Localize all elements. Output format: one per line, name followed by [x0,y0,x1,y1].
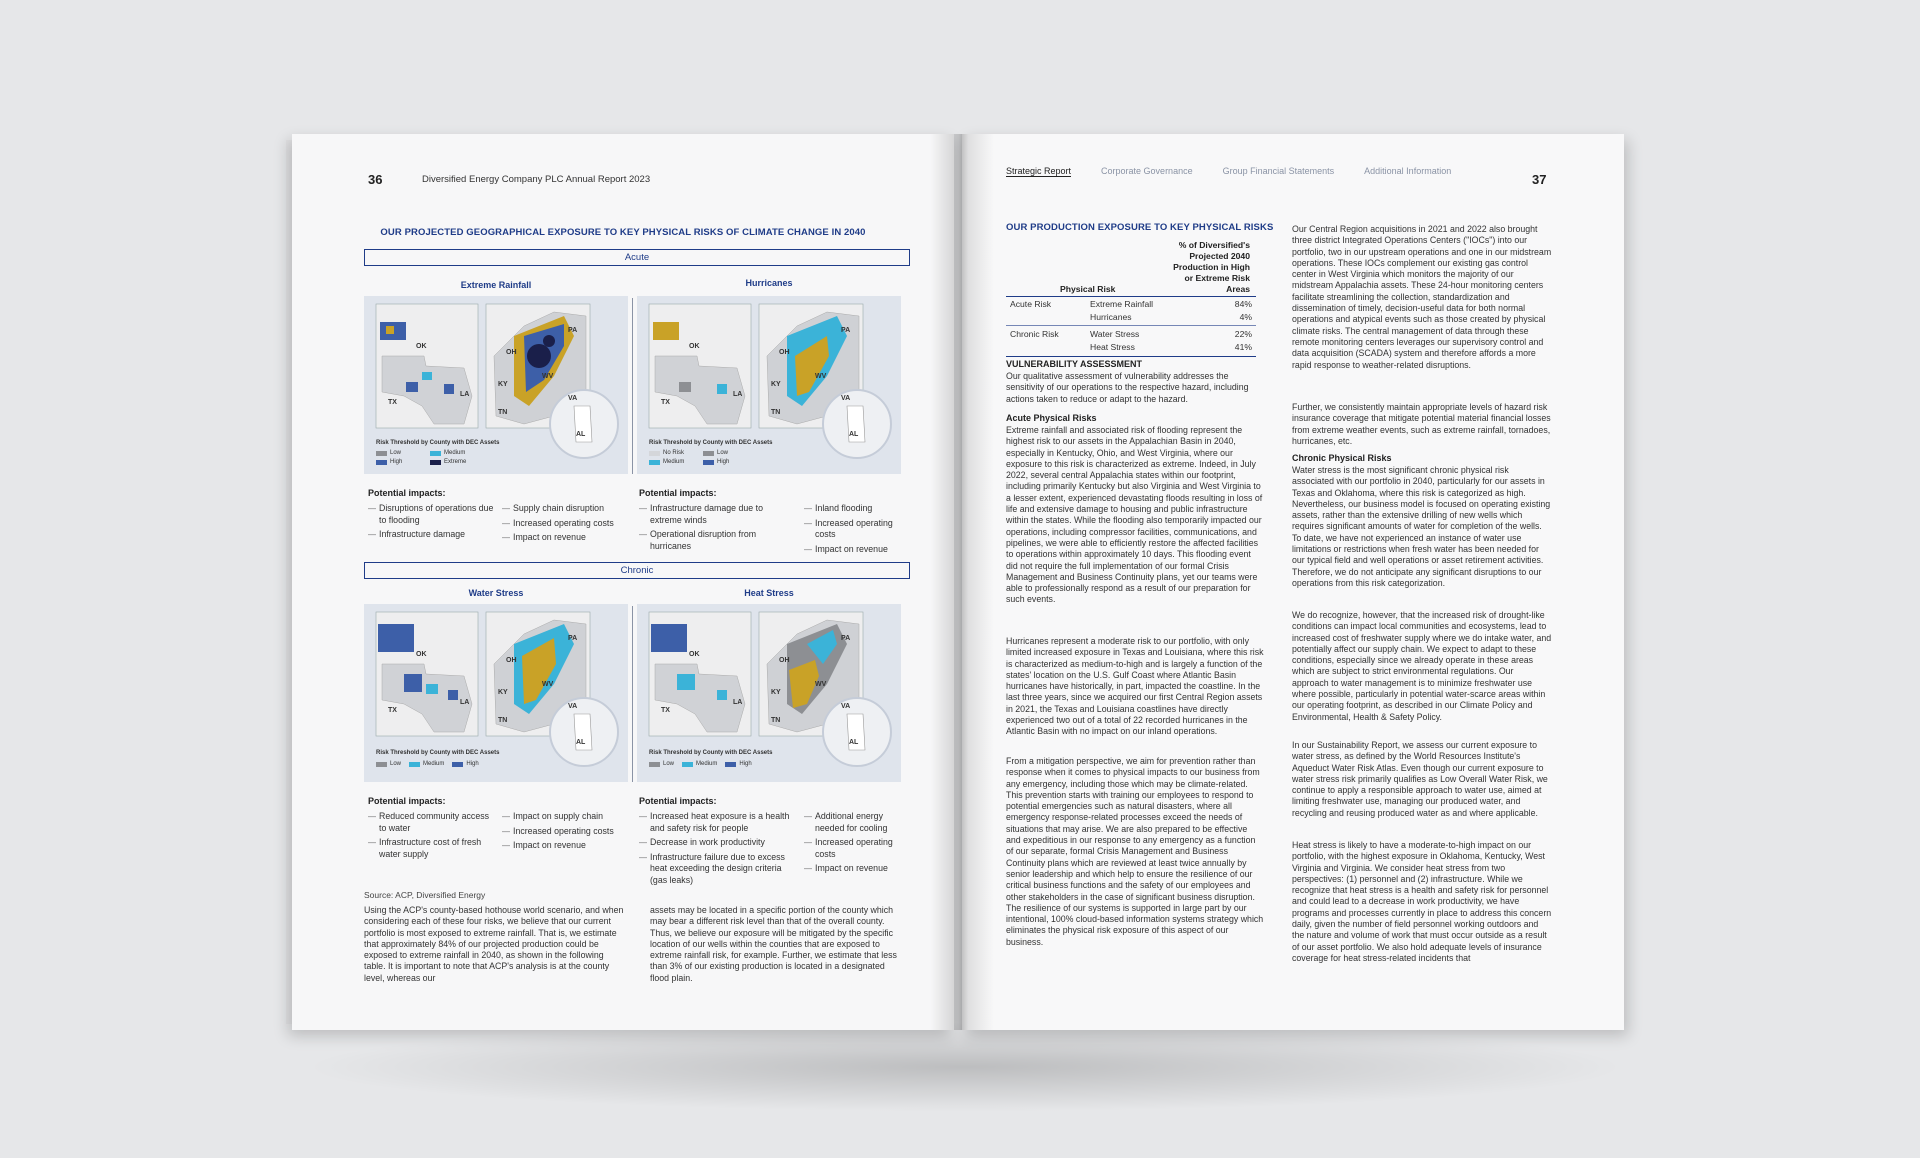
impact-item: — Increased operating costs [804,518,904,541]
state-label-oh: OH [506,657,517,664]
state-label-pa: PA [568,635,578,642]
state-label-tx: TX [661,399,670,406]
vulnerability-heading: VULNERABILITY ASSESSMENT [1006,359,1143,369]
table-row: Acute Risk Extreme Rainfall 84% [1010,298,1252,309]
state-label-oh: OH [779,349,790,356]
legend-item: High [376,459,430,465]
col2-p4: We do recognize, however, that the increased risk of drought-like conditions can impact local communities and ecosystems, lead to increased cost of freshwater supply where we do intake water, and potentially affect our supply chain. We expect to adapt to these conditions, especially since we already operate in these areas which are subject to strict environmental regulations. Our approach to water management is to minimize freshwater use where possible, particularly in potential water-scarce areas within our operating footprint, as described in our Climate Policy and Environmental, Health & Safety Policy. [1292,610,1552,722]
impacts-list [502,503,632,547]
legend [376,761,479,767]
state-label-ky: KY [771,689,781,696]
impacts-list [639,811,799,889]
state-label-la: LA [460,699,470,706]
acute-p3: From a mitigation perspective, we aim for prevention rather than response when it comes to physical impacts to our business from any emergency, including those which may be climate-related. This prevention starts with training our employees to respond to potential emergencies such as natural disasters, where all emergency response-related processes exceed the needs of situations that may arise. We are also prepared to be effective and expeditious in our response to any emergency as a function of our separate, formal Crisis Management and Business Continuity plans which are reviewed at least twice annually by senior leadership and which help to ensure the resilience of our critical business functions and the safety of our employees and other stakeholders in the case of significant business disruption. The resilience of our systems is supported in large part by our intentional, 100% cloud-based information systems strategy which eliminates the physical risk exposure of this aspect of our business. [1006,756,1264,947]
impact-item: — Increased heat exposure is a health and safety risk for people [639,811,799,834]
nav-corporate-governance[interactable]: Corporate Governance [1101,166,1193,176]
divider [632,298,633,474]
impacts-list [368,503,498,544]
legend-item: Medium [682,761,717,767]
impact-item: — Increased operating costs [502,826,632,838]
state-label-la: LA [733,391,743,398]
map-title-water-stress: Water Stress [468,588,524,598]
table-header-risk: Physical Risk [1060,284,1116,294]
table-row: Hurricanes 4% [1090,311,1252,322]
legend-item: Extreme [430,459,484,465]
legend-item: Medium [430,450,484,456]
table-header-value: % of Diversified's Projected 2040 Production in High or Extreme Risk Areas [1173,240,1250,294]
state-label-pa: PA [841,327,851,334]
top-nav [1006,166,1451,177]
state-label-oh: OH [779,657,790,664]
impacts-list [502,811,632,855]
impact-item: — Inland flooding [804,503,904,515]
section-title: OUR PROJECTED GEOGRAPHICAL EXPOSURE TO KEY PHYSICAL RISKS OF CLIMATE CHANGE IN 2040 [380,227,866,238]
col2-p5: In our Sustainability Report, we assess our current exposure to water stress, as defined by the World Resources Institute's Aqueduct Water Risk Atlas. Even though our current exposure to water stress risk primarily qualifies as Low Overall Water Risk, we continue to apply a responsible approach to water use, aimed at limiting freshwater use, managing our produced water, and recycling and reusing produced water as and where applicable. [1292,740,1548,818]
impact-item: — Supply chain disruption [502,503,632,515]
chronic-heading: Chronic Physical Risks [1292,453,1392,463]
col2-p3: Water stress is the most significant chronic physical risk associated with our portfolio in 2040, particularly for our assets in Texas and Oklahoma, where this risk is categorized as high. Nevertheless, our business model is focused on operating existing assets, rather than the extensive drilling of new wells which requires significant amounts of water for completion of the wells. To date, we have not experienced an instance of water use limitations or restrictions when fresh water has been needed for our typical field and well operations or asset retirement activities. Therefore, we do not anticipate any significant disruptions to our operations from this risk categorization. [1292,465,1551,588]
legend-item: Low [376,761,401,767]
map-heat-stress [637,604,901,782]
page-number-right: 37 [1532,172,1547,187]
legend-title: Risk Threshold by County with DEC Assets [649,750,773,756]
state-label-al: AL [576,431,586,438]
nav-strategic-report[interactable]: Strategic Report [1006,166,1072,176]
impact-item: — Infrastructure damage [368,529,498,541]
state-label-ok: OK [416,651,427,658]
impact-item: — Increased operating costs [804,837,904,860]
legend-title: Risk Threshold by County with DEC Assets [376,750,500,756]
impact-item: — Infrastructure failure due to excess heat exceeding the design criteria (gas leaks) [639,852,799,887]
acute-label: Acute [364,249,910,266]
state-label-ky: KY [498,689,508,696]
state-label-al: AL [576,739,586,746]
acute-p1: Extreme rainfall and associated risk of flooding represent the highest risk to our assets in the Appalachian Basin in 2040, especially in Kentucky, Ohio, and West Virginia, where our exposure to this risk is characterized as extreme. Indeed, in July 2022, several central Appalachia states within our footprint, including primarily Kentucky but also Virginia and West Virginia to a lesser extent, experienced devastating floods resulting in loss of life and extensive damage to housing and public infrastructure within the states. While the flooding also temporarily impacted our operations, including compressor facilities, communications, and pipelines, we were able to efficiently restore the affected facilities to operations within approximately 10 days. This flooding event did not require the full implementation of our formal Crisis Management and Business Continuity plans, yet our teams were able to professionally respond as a result of our preparation for such events. [1006,425,1263,605]
legend-item: No Risk [649,450,703,456]
col2-p2: Further, we consistently maintain appropriate levels of hazard risk insurance coverage that mitigate potential material financial losses from extreme weather events, such as extreme rainfall, tornadoes, hurricanes, etc. [1292,402,1551,446]
legend-item: High [725,761,751,767]
map-title-extreme-rainfall: Extreme Rainfall [460,280,532,290]
col2-p6: Heat stress is likely to have a moderate-to-high impact on our portfolio, with the highest exposure in Oklahoma, Kentucky, West Virginia and Virginia. We consider heat stress from two perspectives: (1) personnel and (2) infrastructure. While we recognize that heat stress is a health and safety risk for personnel and could lead to a decrease in work productivity, we have programs and processes currently in place to address this concern daily, given the number of field personnel working outdoors and the nature and volume of work that must occur outside as a result of our asset portfolio. We also hold adequate levels of insurance coverage for heat stress-related incidents that [1292,840,1552,963]
impact-item: — Reduced community access to water [368,811,498,834]
impacts-heading: Potential impacts: [368,488,446,498]
nav-group-financial-statements[interactable]: Group Financial Statements [1222,166,1335,176]
impact-item: — Impact on revenue [502,532,632,544]
legend-item: Low [649,761,674,767]
state-label-va: VA [841,395,851,402]
state-label-al: AL [849,739,859,746]
legend-item: Medium [409,761,444,767]
state-label-la: LA [460,391,470,398]
right-page [962,134,1624,1030]
state-label-tn: TN [771,409,781,416]
map-hurricanes [637,296,901,474]
state-label-tn: TN [498,717,508,724]
map-water-stress [364,604,628,782]
state-label-ky: KY [771,381,781,388]
legend [649,761,752,767]
table-row: Chronic Risk Water Stress 22% [1010,328,1252,339]
impact-item: — Infrastructure cost of fresh water supply [368,837,498,860]
map-title-hurricanes: Hurricanes [745,278,793,288]
legend-title: Risk Threshold by County with DEC Assets [649,440,773,446]
nav-additional-information[interactable]: Additional Information [1364,166,1452,176]
body-col2: assets may be located in a specific portion of the county which may bear a different risk level than that of the overall county. Thus, we believe our exposure will be mitigated by the specific location of our wells within the counties that are exposed to extreme rainfall risk, for example. Further, we estimate that less than 3% of our existing production is located in a designated flood plain. [650,905,897,983]
state-label-va: VA [568,395,578,402]
impacts-heading: Potential impacts: [639,488,717,498]
divider [632,606,633,782]
impact-item: — Decrease in work productivity [639,837,799,849]
state-label-ky: KY [498,381,508,388]
impacts-heading: Potential impacts: [368,796,446,806]
state-label-va: VA [841,703,851,710]
body-col1: Using the ACP's county-based hothouse world scenario, and when considering each of these four risks, we believe that our current portfolio is most exposed to extreme rainfall. That is, we estimate that approximately 84% of our projected production could be exposed to extreme rainfall in 2040, as shown in the following table. It is important to note that ACP's analysis is at the county level, whereas our [364,905,624,983]
table-rule [1006,325,1256,326]
state-label-la: LA [733,699,743,706]
state-label-ok: OK [689,651,700,658]
impact-item: — Impact on revenue [804,863,904,875]
acute-p2: Hurricanes represent a moderate risk to our portfolio, with only limited increased exposure in Texas and Louisiana, where this risk is characterized as medium-to-high and is largely a function of the states' location on the U.S. Gulf Coast where Atlantic Basin hurricanes have historically, in part, impacted the coastline. In the last three years, since we acquired our first Central Region assets in 2021, the Texas and Louisiana coastlines have directly experienced two out of a total of 22 recorded hurricanes in the Atlantic Basin with no impact on our inland operations. [1006,636,1264,737]
chronic-label: Chronic [364,562,910,579]
legend-item: Low [703,450,757,456]
state-label-oh: OH [506,349,517,356]
book-shadow [300,1022,1630,1112]
impact-item: — Impact on revenue [502,840,632,852]
impact-item: — Infrastructure damage due to extreme winds [639,503,779,526]
source-note: Source: ACP, Diversified Energy [364,890,486,900]
state-label-tx: TX [388,399,397,406]
impact-item: — Increased operating costs [502,518,632,530]
acute-heading: Acute Physical Risks [1006,413,1097,423]
legend-item: Low [376,450,430,456]
exposure-table [1006,297,1256,323]
state-label-wv: WV [542,373,554,380]
legend-title: Risk Threshold by County with DEC Assets [376,440,500,446]
state-label-wv: WV [815,373,827,380]
impacts-list [639,503,779,555]
map-title-heat-stress: Heat Stress [744,588,794,598]
table-title: OUR PRODUCTION EXPOSURE TO KEY PHYSICAL RISKS [1006,222,1274,233]
impacts-list [804,503,904,558]
state-label-tn: TN [498,409,508,416]
impact-item: — Operational disruption from hurricanes [639,529,779,552]
impact-item: — Additional energy needed for cooling [804,811,904,834]
map-graphic [364,296,628,474]
running-header: Diversified Energy Company PLC Annual Report 2023 [422,174,651,185]
state-label-pa: PA [568,327,578,334]
state-label-ok: OK [416,343,427,350]
state-label-tx: TX [388,707,397,714]
impact-item: — Impact on revenue [804,544,904,556]
col2-p1: Our Central Region acquisitions in 2021 and 2022 also brought three district Integrated Operations Centers ("IOCs") into our portfolio, two in our upstream operations and one in our midstream operations. These IOCs complement our existing gas control center in West Virginia which monitors the majority of our midstream Appalachia assets. These 24-hour monitoring centers facilitate streamlining the collection, standardization and dissemination of timely, decision-useful data for both normal operations and atypical events such as those created by physical climate risks. The central management of data through these remote monitoring centers leverages our supervisory control and data acquisition (SCADA) system and therefore affords a more rapid response to weather-related disruptions. [1292,224,1552,370]
impacts-heading: Potential impacts: [639,796,717,806]
impacts-list [368,811,498,863]
exposure-table-chronic [1006,327,1256,353]
legend-item: High [452,761,478,767]
state-label-al: AL [849,431,859,438]
state-label-wv: WV [815,681,827,688]
legend-item: High [703,459,757,465]
table-row: Heat Stress 41% [1090,341,1252,352]
state-label-pa: PA [841,635,851,642]
state-label-wv: WV [542,681,554,688]
state-label-tn: TN [771,717,781,724]
map-graphic [637,296,901,474]
legend [376,450,484,465]
state-label-ok: OK [689,343,700,350]
legend-item: Medium [649,459,703,465]
table-rule [1006,356,1256,357]
page-number-left: 36 [368,172,383,187]
map-extreme-rainfall [364,296,628,474]
impacts-list [804,811,904,878]
legend [649,450,757,465]
impact-item: — Disruptions of operations due to flooding [368,503,498,526]
state-label-tx: TX [661,707,670,714]
book-spine [930,134,994,1030]
left-page [292,134,954,1030]
impact-item: — Impact on supply chain [502,811,632,823]
vulnerability-text: Our qualitative assessment of vulnerability addresses the sensitivity of our operations to the respective hazard, including actions taken to reduce or adapt to the hazard. [1006,371,1249,404]
state-label-va: VA [568,703,578,710]
